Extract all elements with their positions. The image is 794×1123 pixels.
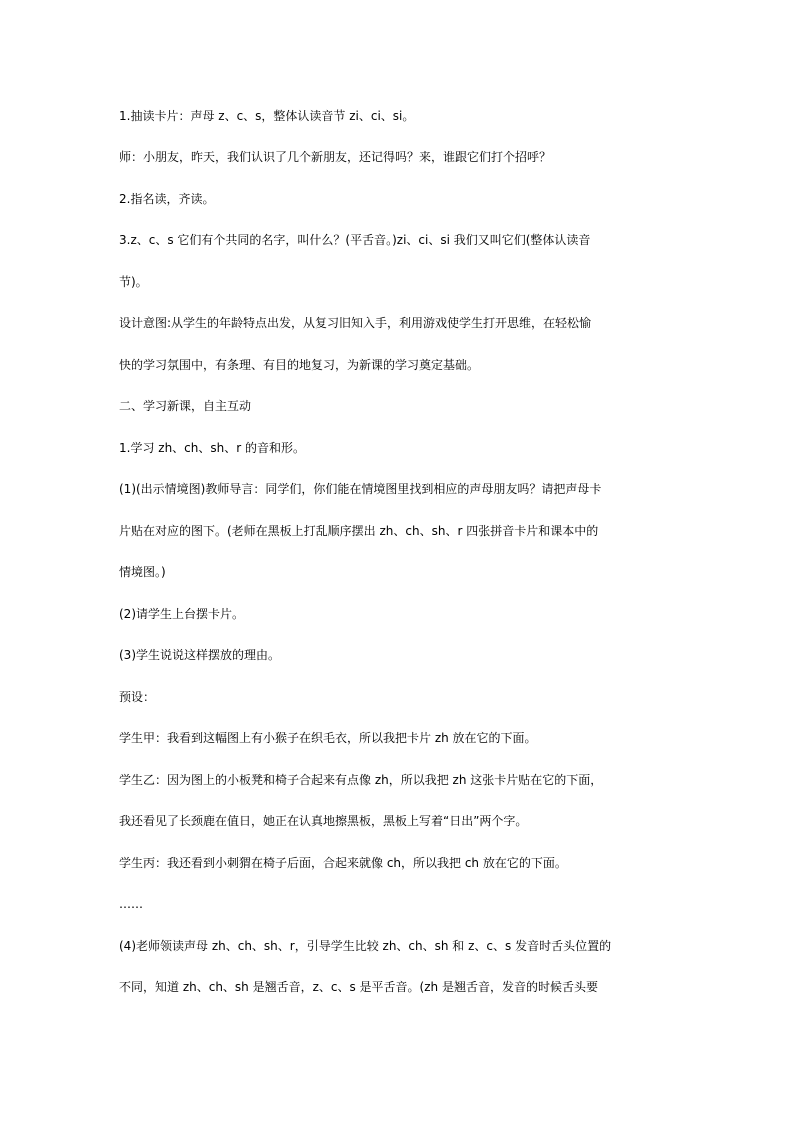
text-line: 2.指名读，齐读。: [119, 192, 215, 206]
text-line: 节)。: [119, 275, 148, 289]
text-line: 师：小朋友，昨天，我们认识了几个新朋友，还记得吗？来，谁跟它们打个招呼？: [119, 150, 552, 164]
text-line: 快的学习氛围中，有条理、有目的地复习，为新课的学习奠定基础。: [119, 358, 480, 372]
section-heading: 二、学习新课，自主互动: [119, 399, 252, 413]
text-line: 我还看见了长颈鹿在值日，她正在认真地擦黑板，黑板上写着“日出”两个字。: [119, 814, 528, 828]
text-line: 1.抽读卡片：声母 z、c、s，整体认读音节 zi、ci、si。: [119, 109, 415, 123]
text-line: 设计意图:从学生的年龄特点出发，从复习旧知入手，利用游戏使学生打开思维，在轻松愉: [119, 316, 592, 330]
text-line: (1)(出示情境图)教师导言：同学们，你们能在情境图里找到相应的声母朋友吗？请把声母卡: [119, 482, 602, 496]
text-line: 3.z、c、s 它们有个共同的名字，叫什么？(平舌音。)zi、ci、si 我们又叫它们(整体认读音: [119, 233, 591, 247]
text-line: 学生乙：因为图上的小板凳和椅子合起来有点像 zh，所以我把 zh 这张卡片贴在它的下面，: [119, 773, 603, 787]
ellipsis-line: ……: [119, 897, 143, 911]
text-line: (2)请学生上台摆卡片。: [119, 607, 244, 621]
text-line: (3)学生说说这样摆放的理由。: [119, 648, 280, 662]
text-line: 预设：: [119, 690, 156, 704]
text-line: 学生甲：我看到这幅图上有小猴子在织毛衣，所以我把卡片 zh 放在它的下面。: [119, 731, 537, 745]
text-line: 1.学习 zh、ch、sh、r 的音和形。: [119, 441, 305, 455]
text-line: 不同，知道 zh、ch、sh 是翘舌音，z、c、s 是平舌音。(zh 是翘舌音，发音的时候舌头要: [119, 980, 598, 994]
text-line: 情境图。): [119, 565, 166, 579]
text-line: (4)老师领读声母 zh、ch、sh、r，引导学生比较 zh、ch、sh 和 z、c、s 发音时舌头位置的: [119, 939, 612, 953]
text-line: 片贴在对应的图下。(老师在黑板上打乱顺序摆出 zh、ch、sh、r 四张拼音卡片和课本中的: [119, 524, 599, 538]
text-line: 学生丙：我还看到小刺猬在椅子后面，合起来就像 ch，所以我把 ch 放在它的下面。: [119, 856, 567, 870]
